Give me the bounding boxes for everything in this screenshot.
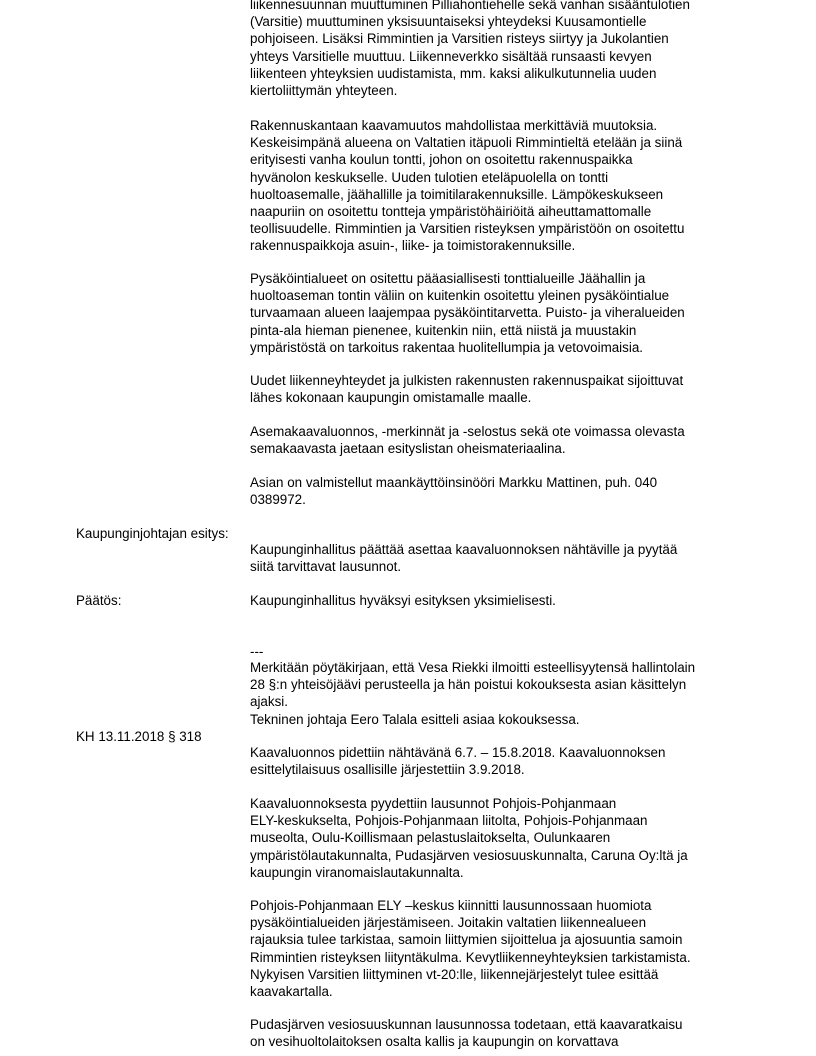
text-line: ajaksi.	[250, 694, 288, 710]
paragraph-traffic	[250, 0, 690, 99]
paragraph-materials	[250, 423, 685, 457]
text-line: Keskeisimpänä alueena on Valtatien itäpuoli Rimmintieltä etelään ja siinä	[250, 135, 683, 151]
decision-label: Päätös:	[76, 593, 122, 608]
text-line: kaavakartalla.	[250, 984, 333, 1000]
text-line: pohjoiseen. Lisäksi Rimmintien ja Varsitien risteys siirtyy ja Jukolantien	[250, 31, 669, 47]
text-line: hyvänolon keskukselle. Uuden tulotien eteläpuolella on tontti	[250, 169, 609, 185]
text-line: Tekninen johtaja Eero Talala esitteli asiaa kokouksessa.	[250, 711, 580, 727]
text-line: Uudet liikenneyhteydet ja julkisten rakennusten rakennuspaikat sijoittuvat	[250, 373, 684, 388]
paragraph-water-cooperative	[250, 1016, 683, 1050]
text-line: pinta-ala hieman pienenee, kuitenkin niin, että niistä ja muustakin	[250, 322, 637, 338]
text-line: kaupungin viranomaislautakunnalta.	[250, 864, 464, 880]
text-line: Pohjois-Pohjanmaan ELY –keskus kiinnitti lausunnossaan huomiota	[250, 898, 652, 913]
paragraph-display-period	[250, 744, 665, 778]
paragraph-statements-requested	[250, 795, 688, 881]
text-line: Asian on valmistellut maankäyttöinsinööri Markku Mattinen, puh. 040	[250, 475, 658, 490]
proposal-text	[250, 541, 750, 575]
text-line: rajauksia tulee tarkistaa, samoin liittymien sijoittelua ja ajosuuntia samoin	[250, 932, 683, 948]
separator-text: ---	[250, 644, 264, 659]
text-line: turvaamaan alueen laajempaa pysäköintitarvetta. Puisto- ja viheralueiden	[250, 305, 685, 321]
text-line: ELY-keskukselta, Pohjois-Pohjanmaan liitolta, Pohjois-Pohjanmaan	[250, 813, 648, 829]
paragraph-prepared-by	[250, 474, 657, 508]
text-line: Pysäköintialueet on ositettu pääasiallisesti tonttialueille Jäähallin ja	[250, 271, 646, 286]
text-line: liikennesuunnan muuttuminen Pilliahontiehelle sekä vanhan sisääntulotien	[250, 0, 690, 12]
text-line: rakennuspaikkoja asuin-, liike- ja toimistorakennuksille.	[250, 238, 576, 254]
text-line: esittelytilaisuus osallisille järjestettiin 3.9.2018.	[250, 762, 525, 778]
paragraph-buildings	[250, 117, 684, 255]
text-line: Rimmintien risteyksen liityntäkulma. Kevytliikenneyhteyksien tarkistamista.	[250, 949, 691, 965]
paragraph-ely-statement	[250, 897, 691, 1000]
text-line: (Varsitie) muuttuminen yksisuuntaiseksi yhteydeksi Kuusamontielle	[250, 14, 647, 30]
text-line: ympäristölautakunnalta, Pudasjärven vesiosuuskunnalta, Caruna Oy:ltä ja	[250, 847, 688, 863]
text-line: Kaupunginhallitus päättää asettaa kaavaluonnoksen nähtäville ja pyytää	[250, 542, 678, 557]
text-line: Pudasjärven vesiosuuskunnan lausunnossa todetaan, että kaavaratkaisu	[250, 1017, 683, 1032]
paragraph-land	[250, 372, 683, 406]
text-line: siitä tarvittavat lausunnot.	[250, 559, 402, 575]
text-line: naapuriin on osoitettu tontteja ympäristöhäiriöitä aiheuttamattomalle	[250, 204, 652, 220]
text-line: liikenteen yhteyksien uudistamista, mm. kaksi alikulkutunnelia uuden	[250, 65, 657, 81]
kh-section-label: KH 13.11.2018 § 318	[76, 729, 202, 744]
text-line: 28 §:n yhteisöjäävi perusteella ja hän poistui kokouksesta asian käsittelyn	[250, 677, 687, 693]
text-line: Kaavaluonnos pidettiin nähtävänä 6.7. – 15.8.2018. Kaavaluonnoksen	[250, 745, 666, 760]
proposal-label: Kaupunginjohtajan esitys:	[76, 526, 229, 541]
text-line: ympäristöstä on tarkoitus rakentaa huolitellumpia ja vetovoimaisia.	[250, 339, 643, 355]
text-line: Merkitään pöytäkirjaan, että Vesa Riekki ilmoitti esteellisyytensä hallintolain	[250, 660, 696, 675]
text-line: Kaupunginhallitus hyväksyi esityksen yksimielisesti.	[250, 593, 556, 608]
text-line: kiertoliittymän yhteyteen.	[250, 83, 398, 99]
decision-text	[250, 592, 750, 609]
paragraph-parking	[250, 270, 685, 356]
text-line: Kaavaluonnoksesta pyydettiin lausunnot Pohjois-Pohjanmaan	[250, 796, 617, 811]
text-line: yhteys Varsitielle muuttuu. Liikenneverkko sisältää runsaasti kevyen	[250, 48, 652, 64]
text-line: pysäköintialueiden järjestämiseen. Joitakin valtatien liikennealueen	[250, 915, 647, 931]
text-line: semakaavasta jaetaan esityslistan oheismateriaalina.	[250, 441, 566, 457]
text-line: Rakennuskantaan kaavamuutos mahdollistaa merkittäviä muutoksia.	[250, 118, 658, 133]
separator	[250, 643, 750, 660]
text-line: Nykyisen Varsitien liittyminen vt-20:lle, liikennejärjestelyt tulee esittää	[250, 966, 659, 982]
text-line: lähes kokonaan kaupungin omistamalle maalle.	[250, 390, 532, 406]
text-line: huoltoaseman tontin väliin on kuitenkin osoitettu yleinen pysäköintialue	[250, 288, 670, 304]
text-line: museolta, Oulu-Koillismaan pelastuslaitokselta, Oulunkaaren	[250, 830, 611, 846]
text-line: huoltoasemalle, jäähallille ja toimitilarakennuksille. Lämpökeskukseen	[250, 186, 664, 202]
text-line: teollisuudelle. Rimmintien ja Varsitien risteyksen ympäristöön on osoitettu	[250, 221, 685, 237]
text-line: erityisesti vanha koulun tontti, johon on osoitettu rakennuspaikka	[250, 152, 633, 168]
text-line: on vesihuoltolaitoksen osalta kallis ja kaupungin on korvattava	[250, 1034, 619, 1050]
record-text	[250, 659, 750, 728]
text-line: Asemakaavaluonnos, -merkinnät ja -selostus sekä ote voimassa olevasta	[250, 424, 685, 439]
text-line: 0389972.	[250, 492, 306, 508]
